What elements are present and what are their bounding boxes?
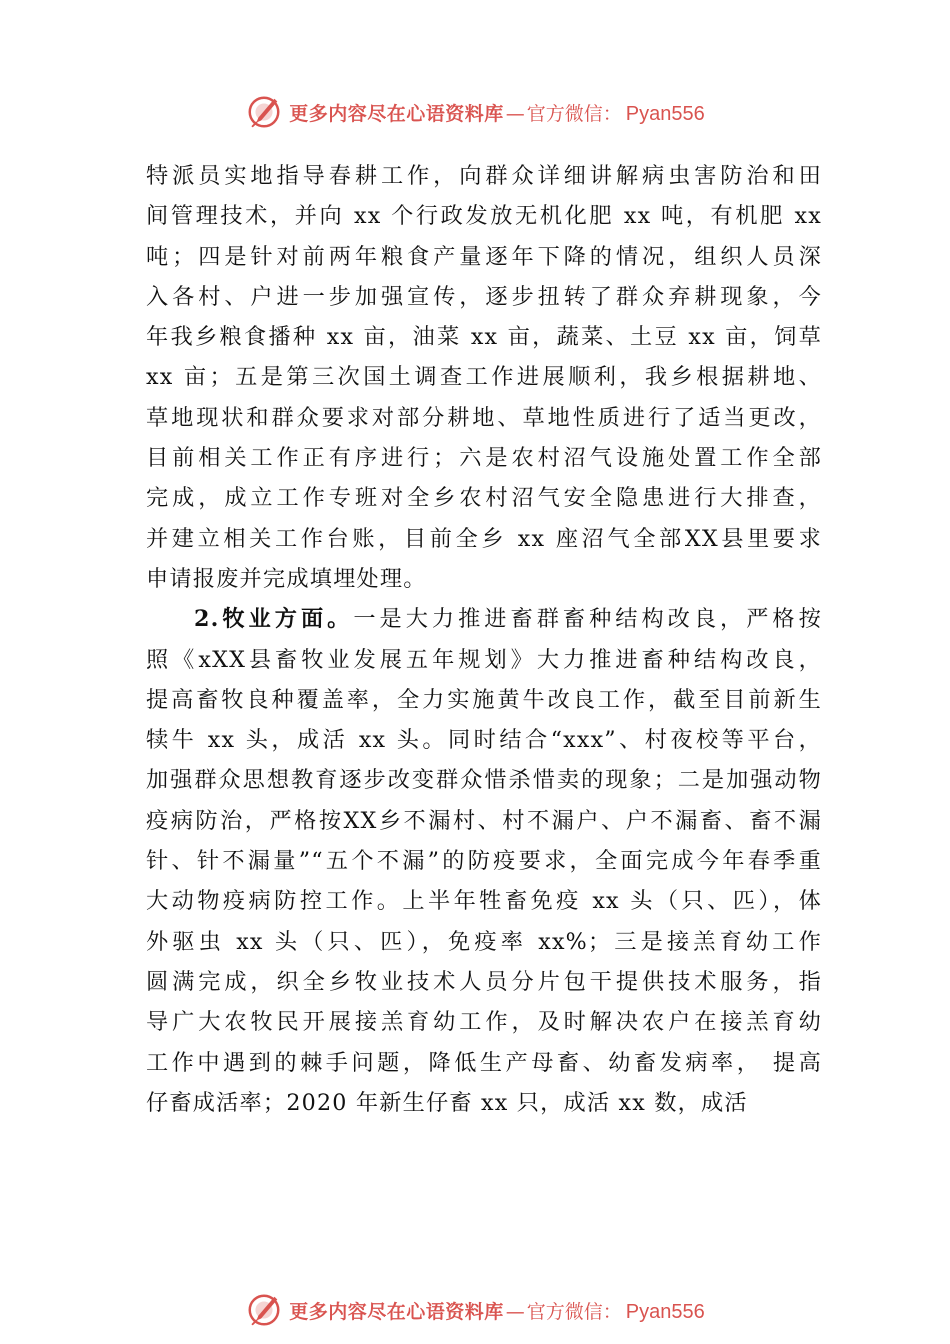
text-line-first [146,599,822,639]
text-line: 申请报废并完成填埋处理。 [146,565,427,592]
text-line: 特派员实地指导春耕工作，向群众详细讲解病虫害防治和田 [146,163,822,189]
footer-watermark-banner [0,1290,950,1330]
watermark-wechat-label: 官方微信： [526,1300,622,1323]
text-line: 疫病防治，严格按XX乡不漏村、村不漏户、户不漏畜、畜不漏 [146,807,822,834]
text-line: 草地现状和群众要求对部分耕地、草地性质进行了适当更改， [146,404,822,431]
text-line: 仔畜成活率；2020 年新生仔畜 xx 只，成活 xx 数，成活 [146,1089,748,1116]
text-line: 犊牛 xx 头，成活 xx 头。同时结合“xxx”、村夜校等平台， [146,727,822,754]
text-line: xx 亩；五是第三次国土调查工作进展顺利，我乡根据耕地、 [146,364,822,391]
text-line: 针、针不漏量”“五个不漏”的防疫要求，全面完成今年春季重 [146,848,822,875]
header-watermark-banner [0,92,950,132]
paragraph-farming [146,156,822,599]
document-body [146,156,822,1123]
text-line: 工作中遇到的棘手问题，降低生产母畜、幼畜发病率， 提高 [146,1049,822,1076]
text-line: 年我乡粮食播种 xx 亩，油菜 xx 亩，蔬菜、土豆 xx 亩，饲草 [146,324,822,351]
text-line: 目前相关工作正有序进行；六是农村沼气设施处置工作全部 [146,445,822,472]
text-line: 照《xXX县畜牧业发展五年规划》大力推进畜种结构改良， [146,646,822,673]
watermark-brand: 更多内容尽在心语资料库 [289,1300,504,1323]
text-line: 外驱虫 xx 头（只、匹），免疫率 xx%；三是接羔育幼工作 [146,928,822,955]
text-line: 提高畜牧良种覆盖率，全力实施黄牛改良工作，截至目前新生 [146,686,822,713]
section-heading: 2.牧业方面。 [194,606,354,633]
text-line: 间管理技术，并向 xx 个行政发放无机化肥 xx 吨，有机肥 xx [146,203,822,230]
watermark-text [289,99,705,126]
text-line: 并建立相关工作台账，目前全乡 xx 座沼气全部XX县里要求 [146,525,822,552]
text-line: 导广大农牧民开展接羔育幼工作，及时解决农户在接羔育幼 [146,1009,822,1036]
text-line: 完成，成立工作专班对全乡农村沼气安全隐患进行大排查， [146,485,822,512]
paragraph-livestock [146,599,822,1123]
text-line-rest: 一是大力推进畜群畜种结构改良，严格按 [353,606,823,633]
watermark-dash: — [505,102,525,125]
watermark-wechat-id: Pyan556 [625,102,705,125]
text-line: 圆满完成，织全乡牧业技术人员分片包干提供技术服务，指 [146,968,822,995]
watermark-dash: — [505,1300,525,1323]
text-line: 吨；四是针对前两年粮食产量逐年下降的情况，组织人员深 [146,243,822,270]
quill-pen-seal-icon [245,93,283,131]
watermark-text [289,1297,705,1324]
text-line: 入各村、户进一步加强宣传，逐步扭转了群众弃耕现象，今 [146,283,822,310]
watermark-wechat-label: 官方微信： [526,102,622,125]
watermark-brand: 更多内容尽在心语资料库 [289,102,504,125]
watermark-wechat-id: Pyan556 [625,1300,705,1323]
quill-pen-seal-icon [245,1291,283,1329]
text-line: 大动物疫病防控工作。上半年牲畜免疫 xx 头（只、匹），体 [146,888,822,915]
text-line: 加强群众思想教育逐步改变群众惜杀惜卖的现象；二是加强动物 [146,767,822,794]
